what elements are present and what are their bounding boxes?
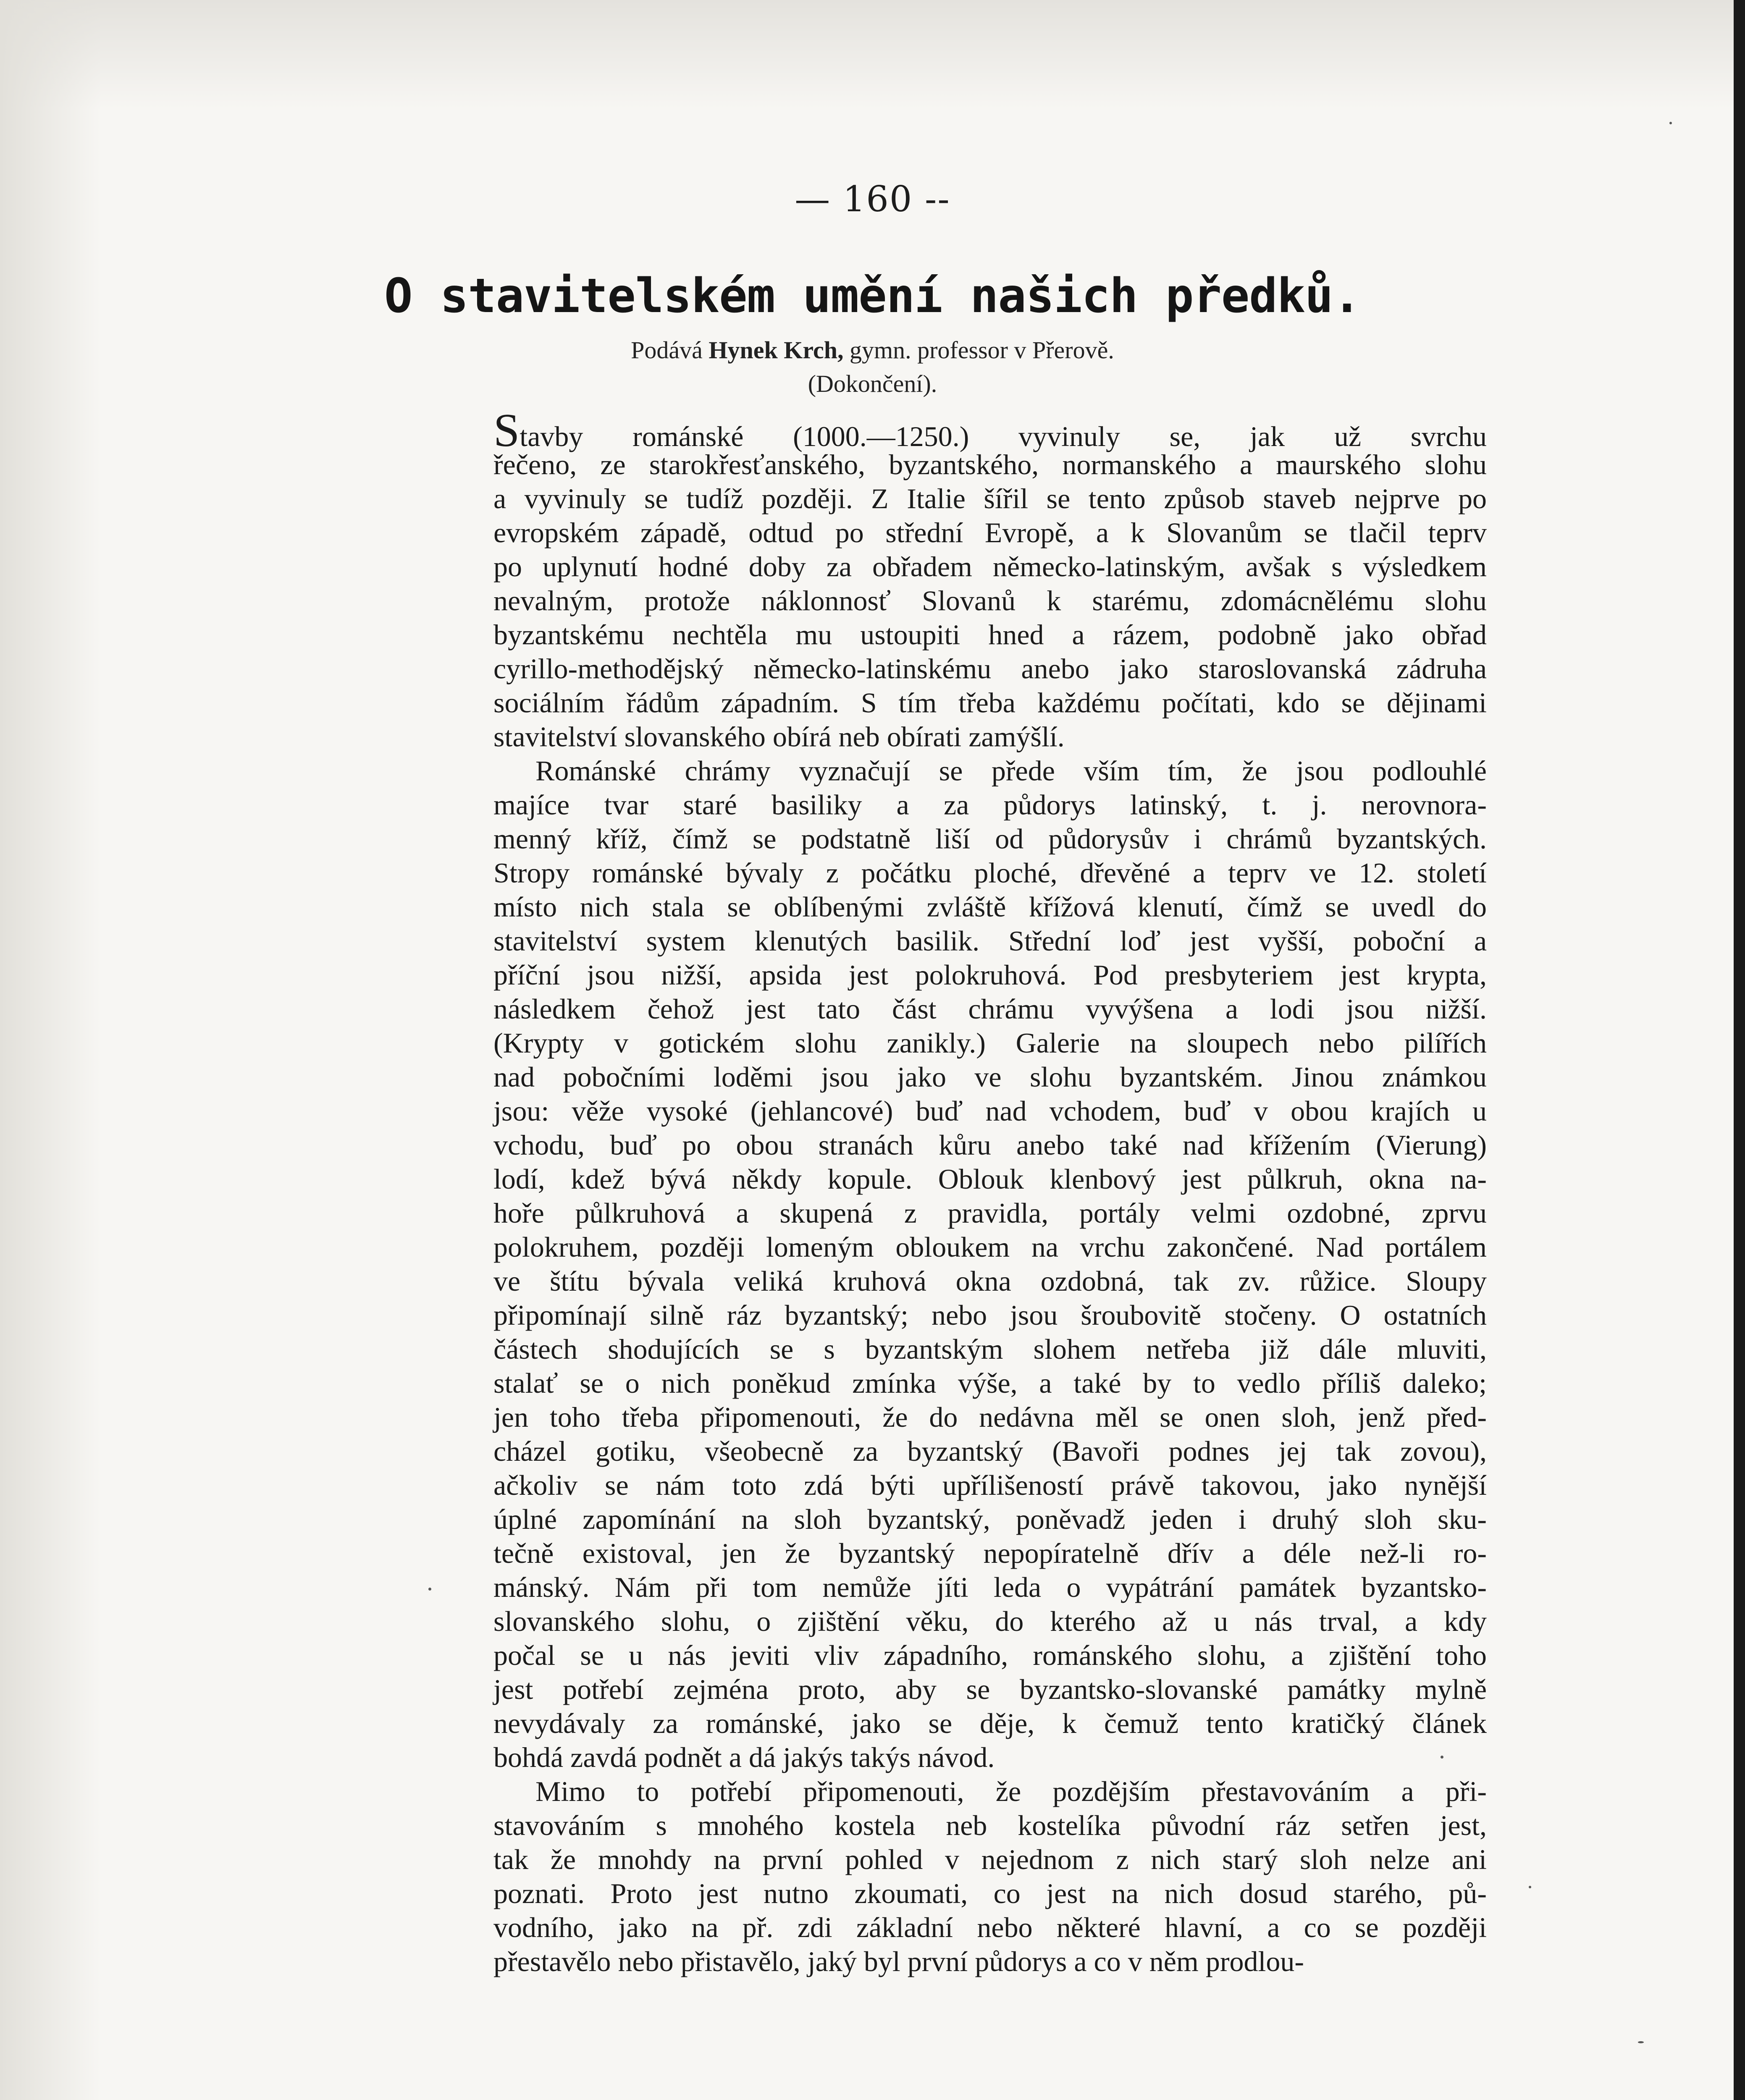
- text-line: částech shodujících se s byzantským slohem netřeba již dále mluviti,: [493, 1333, 1487, 1365]
- article-byline: [0, 336, 1745, 364]
- page-number: — 160 --: [795, 178, 950, 220]
- byline-prefix: Podává: [631, 336, 703, 364]
- text-line: bohdá zavdá podnět a dá jakýs takýs návod.: [493, 1741, 995, 1773]
- paper-speck: [428, 1588, 431, 1591]
- text-line: poznati. Proto jest nutno zkoumati, co jest na nich dosud starého, pů-: [493, 1877, 1487, 1909]
- text-line: místo nich stala se oblíbenými zvláště křížová klenutí, čímž se uvedl do: [493, 891, 1487, 923]
- paragraph: [493, 404, 1487, 754]
- text-line: ačkoliv se nám toto zdá býti upřílišeností právě takovou, jako nynější: [493, 1469, 1487, 1501]
- text-line: přestavělo nebo přistavělo, jaký byl první půdorys a co v něm prodlou-: [493, 1945, 1304, 1977]
- paper-speck: [1529, 1886, 1531, 1888]
- text-line: stavováním s mnohého kostela neb kostelíka původní ráz setřen jest,: [493, 1809, 1487, 1841]
- text-line: příční jsou nižší, apsida jest polokruhová. Pod presbyteriem jest krypta,: [493, 959, 1487, 991]
- text-line: jen toho třeba připomenouti, že do nedávna měl se onen sloh, jenž před-: [493, 1401, 1487, 1433]
- text-line: majíce tvar staré basiliky a za půdorys latinský, t. j. nerovnora-: [493, 789, 1487, 821]
- text-line: stalať se o nich poněkud zmínka výše, a také by to vedlo příliš daleko;: [493, 1367, 1487, 1399]
- text-line: hoře půlkruhová a skupená z pravidla, portály velmi ozdobné, zprvu: [493, 1197, 1487, 1229]
- text-line: slovanského slohu, o zjištění věku, do kterého až u nás trval, a kdy: [493, 1605, 1487, 1637]
- text-line: Stavby románské (1000.—1250.) vyvinuly se, jak už svrchu: [493, 404, 1487, 457]
- author-name: Hynek Krch,: [708, 336, 844, 364]
- text-line: cyrillo-methodějský německo-latinskému anebo jako staroslovanská zádruha: [493, 653, 1487, 685]
- scan-shadow-top: [0, 0, 1745, 109]
- text-line: nad pobočními loděmi jsou jako ve slohu byzantském. Jinou známkou: [493, 1061, 1487, 1093]
- text-line: počal se u nás jeviti vliv západního, románského slohu, a zjištění toho: [493, 1639, 1487, 1671]
- author-role: gymn. professor v Přerově.: [850, 336, 1114, 364]
- paper-speck: [1669, 122, 1672, 124]
- text-line: připomínají silně ráz byzantský; nebo jsou šroubovitě stočeny. O ostatních: [493, 1299, 1487, 1331]
- text-line: po uplynutí hodné doby za obřadem německo-latinským, avšak s výsledkem: [493, 551, 1487, 583]
- text-line: nevalným, protože náklonnosť Slovanů k starému, zdomácnělému slohu: [493, 585, 1487, 617]
- text-line: ve štítu bývala veliká kruhová okna ozdobná, tak zv. růžice. Sloupy: [493, 1265, 1487, 1297]
- text-line: tak že mnohdy na první pohled v nejednom z nich starý sloh nelze ani: [493, 1843, 1487, 1875]
- paragraph: [493, 754, 1487, 1774]
- text-line: polokruhem, později lomeným obloukem na vrchu zakončené. Nad portálem: [493, 1231, 1487, 1263]
- text-line: řečeno, ze starokřesťanského, byzantského, normanského a maurského slohu: [493, 449, 1487, 480]
- text-line: tečně existoval, jen že byzantský nepopíratelně dřív a déle než-li ro-: [493, 1537, 1487, 1569]
- article-body: [493, 404, 1487, 1979]
- text-line: byzantskému nechtěla mu ustoupiti hned a rázem, podobně jako obřad: [493, 619, 1487, 651]
- continued-note: (Dokončení).: [808, 370, 937, 397]
- text-line: mánský. Nám při tom nemůže jíti leda o vypátrání památek byzantsko-: [493, 1571, 1487, 1603]
- text-line: jsou: věže vysoké (jehlancové) buď nad vchodem, buď v obou krajích u: [493, 1095, 1487, 1127]
- text-line: nevydávaly za románské, jako se děje, k čemuž tento kratičký článek: [493, 1707, 1487, 1739]
- text-line: menný kříž, čímž se podstatně liší od půdorysův i chrámů byzantských.: [493, 823, 1487, 855]
- article-title: O stavitelském umění našich předků.: [384, 269, 1361, 323]
- text-line: sociálním řádům západním. S tím třeba každému počítati, kdo se dějinami: [493, 687, 1487, 719]
- text-line: vchodu, buď po obou stranách kůru anebo také nad křížením (Vierung): [493, 1129, 1487, 1161]
- text-line: úplné zapomínání na sloh byzantský, poněvadž jeden i druhý sloh sku-: [493, 1503, 1487, 1535]
- text-line: cházel gotiku, všeobecně za byzantský (Bavoři podnes jej tak zovou),: [493, 1435, 1487, 1467]
- text-line: Stropy románské bývaly z počátku ploché, dřevěné a teprv ve 12. století: [493, 857, 1487, 889]
- paper-speck: [1638, 2041, 1644, 2043]
- text-line: lodí, kdež bývá někdy kopule. Oblouk klenbový jest půlkruh, okna na-: [493, 1163, 1487, 1195]
- text-line: Románské chrámy vyznačují se přede vším tím, že jsou podlouhlé: [535, 755, 1487, 787]
- text-line: (Krypty v gotickém slohu zanikly.) Galerie na sloupech nebo pilířích: [493, 1027, 1487, 1059]
- text-line: evropském západě, odtud po střední Evropě, a k Slovanům se tlačil teprv: [493, 517, 1487, 549]
- initial-letter: S: [493, 404, 520, 457]
- text-line: následkem čehož jest tato část chrámu vyvýšena a lodi jsou nižší.: [493, 993, 1487, 1025]
- text-line: a vyvinuly se tudíž později. Z Italie šířil se tento způsob staveb nejprve po: [493, 483, 1487, 514]
- text-line: stavitelství slovanského obírá neb obírati zamýšlí.: [493, 721, 1065, 753]
- paragraph: [493, 1774, 1487, 1979]
- text-line: Mimo to potřebí připomenouti, že pozdějším přestavováním a při-: [535, 1775, 1487, 1807]
- text-line: jest potřebí zejména proto, aby se byzantsko-slovanské památky mylně: [493, 1673, 1487, 1705]
- text-line: stavitelství system klenutých basilik. Střední loď jest vyšší, poboční a: [493, 925, 1487, 957]
- text-line: vodního, jako na př. zdi základní nebo některé hlavní, a co se později: [493, 1911, 1487, 1943]
